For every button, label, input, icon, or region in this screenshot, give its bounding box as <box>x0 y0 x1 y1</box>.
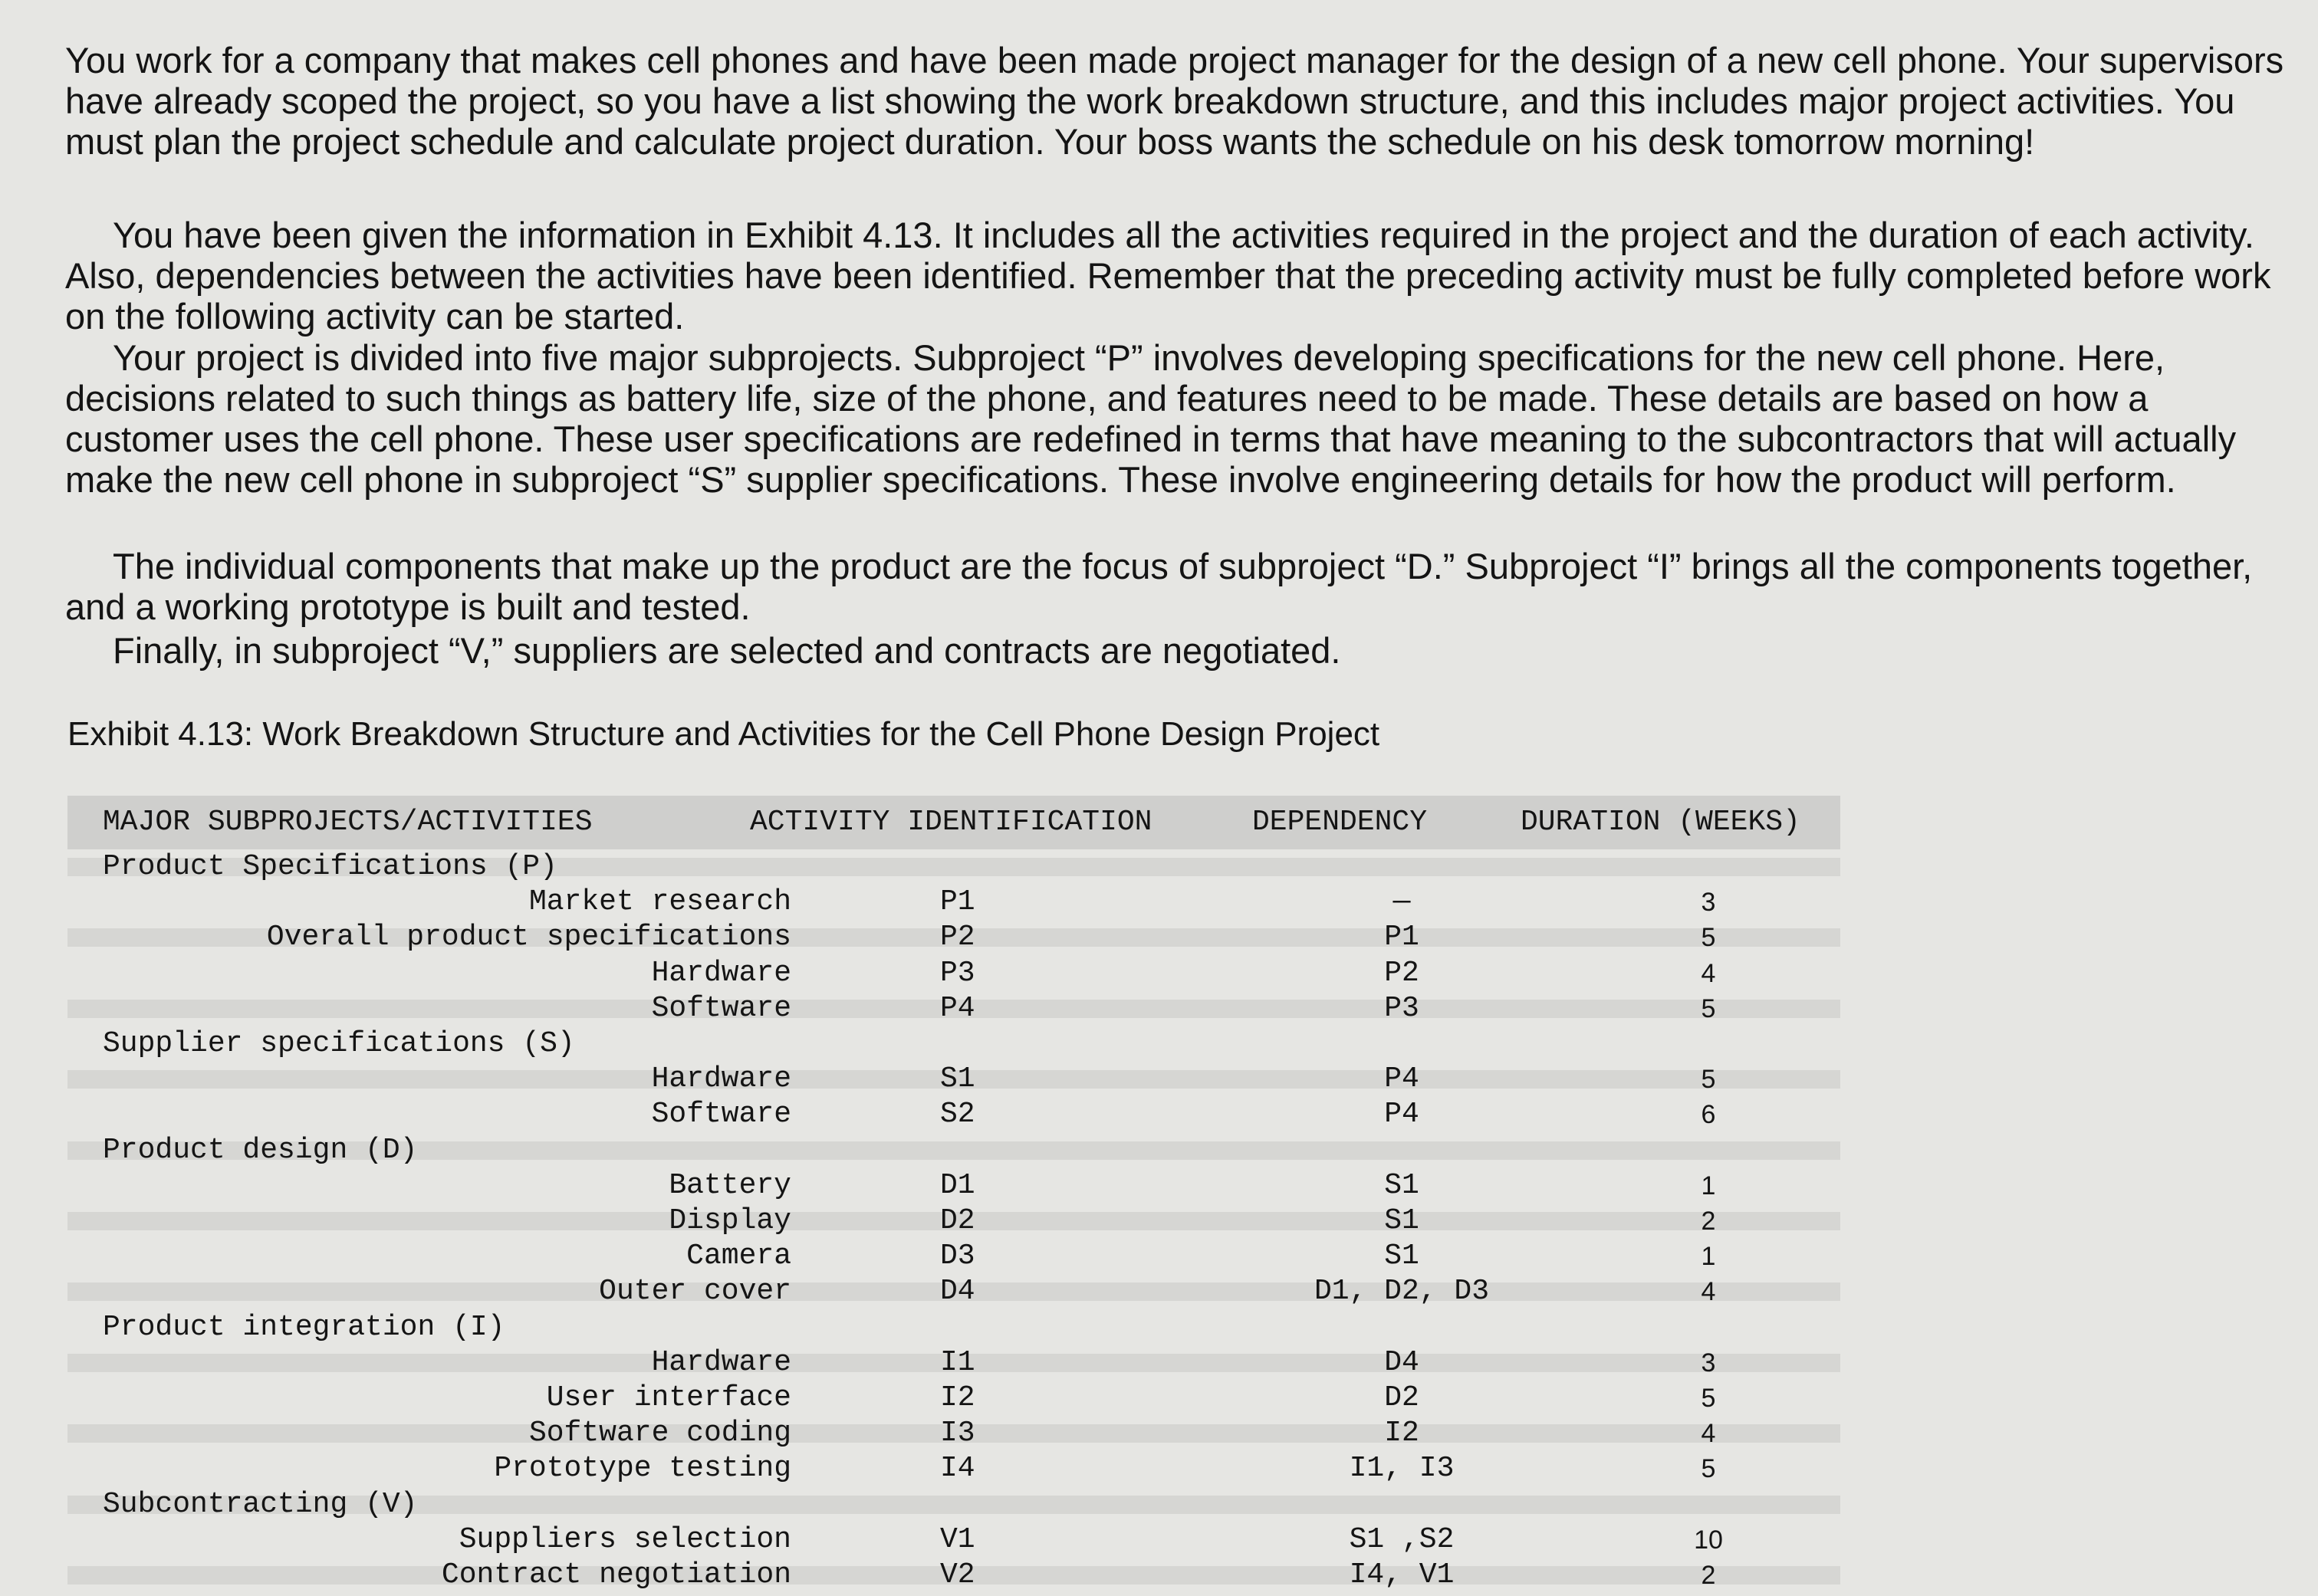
section-row <box>67 1310 1840 1345</box>
activity-id: D1 <box>940 1168 975 1202</box>
table-row <box>67 1381 1840 1416</box>
activity-dependency: S1 <box>1384 1204 1419 1237</box>
activity-duration: 4 <box>1701 958 1716 988</box>
exhibit-caption: Exhibit 4.13: Work Breakdown Structure and Activities for the Cell Phone Design Project <box>67 715 1380 753</box>
activity-dependency: P2 <box>1384 956 1419 990</box>
table-row <box>67 1097 1840 1132</box>
table-row <box>67 1204 1840 1239</box>
activity-dependency: D1, D2, D3 <box>1314 1275 1490 1309</box>
activity-name: Outer cover <box>599 1275 791 1309</box>
activity-id: P2 <box>940 921 975 954</box>
activity-duration: 10 <box>1694 1525 1723 1555</box>
activity-duration: 4 <box>1701 1419 1716 1449</box>
subprojects-paragraph <box>65 337 2304 500</box>
activity-name: Display <box>669 1204 791 1237</box>
activity-name: Battery <box>669 1168 791 1202</box>
table-header <box>67 796 1840 849</box>
table-row <box>67 1416 1840 1451</box>
activity-duration: 5 <box>1701 923 1716 953</box>
activity-name: Market research <box>528 885 791 919</box>
activity-name: Software <box>651 991 791 1025</box>
activity-name: Hardware <box>651 1062 791 1096</box>
table-row <box>67 1062 1840 1097</box>
activity-id: P4 <box>940 991 975 1025</box>
table-row <box>67 991 1840 1026</box>
activity-dependency: I4, V1 <box>1349 1558 1455 1591</box>
table-row <box>67 956 1840 991</box>
exhibit-info-text: You have been given the information in Exhibit 4.13. It includes all the activities required in the project and the duration of each activity. Also, dependencies between the activities have been identified. Remember that the preceding activity must be fully completed before work on the following activity can be started. <box>65 215 2271 337</box>
intro-paragraph: You work for a company that makes cell phones and have been made project manager for the design of a new cell phone. Your supervisors have already scoped the project, so you have a list showing the work breakdown structure, and this includes major project activities. You must plan the project schedule and calculate project duration. Your boss wants the schedule on his desk tomorrow morning! <box>65 40 2284 162</box>
activity-name: Prototype testing <box>494 1452 791 1486</box>
activity-name: Suppliers selection <box>459 1522 791 1556</box>
activity-name: Hardware <box>651 956 791 990</box>
subcontracting-paragraph <box>65 630 2304 671</box>
activity-dependency: — <box>1392 885 1411 919</box>
section-name: Subcontracting (V) <box>103 1487 418 1521</box>
activity-duration: 1 <box>1701 1242 1716 1272</box>
activity-duration: 5 <box>1701 1454 1716 1484</box>
activity-duration: 5 <box>1701 993 1716 1023</box>
table-row <box>67 920 1840 955</box>
subprojects-text: Your project is divided into five major subprojects. Subproject “P” involves developing specifications for the new cell phone. Here, decisions related to such things as battery life, size of the phone, and features need to be made. These details are based on how a customer uses the cell phone. These user specifications are redefined in terms that have meaning to the subcontractors that will actually make the new cell phone in subproject “S” supplier specifications. These involve engineering details for how the product will perform. <box>65 337 2237 500</box>
exhibit-info-paragraph <box>65 215 2304 337</box>
subcontracting-text: Finally, in subproject “V,” suppliers are selected and contracts are negotiated. <box>113 630 1341 671</box>
activity-dependency: P3 <box>1384 991 1419 1025</box>
table-row <box>67 1451 1840 1486</box>
activity-dependency: P4 <box>1384 1098 1419 1131</box>
table-row <box>67 1239 1840 1274</box>
activity-dependency: I2 <box>1384 1417 1419 1450</box>
activity-id: V1 <box>940 1522 975 1556</box>
activity-name: Software coding <box>528 1417 791 1450</box>
section-row <box>67 1487 1840 1522</box>
activity-id: D3 <box>940 1240 975 1273</box>
activity-id: D4 <box>940 1275 975 1309</box>
activity-id: P1 <box>940 885 975 919</box>
table-row <box>67 1522 1840 1558</box>
activity-dependency: P4 <box>1384 1062 1419 1096</box>
activity-id: V2 <box>940 1558 975 1591</box>
header-dependency: DEPENDENCY <box>1252 806 1428 839</box>
table-row <box>67 1558 1840 1593</box>
activity-duration: 5 <box>1701 1384 1716 1413</box>
activity-name: Hardware <box>651 1345 791 1379</box>
activity-id: I2 <box>940 1381 975 1414</box>
table-row <box>67 1345 1840 1381</box>
activity-duration: 2 <box>1701 1561 1716 1590</box>
activity-duration: 3 <box>1701 888 1716 918</box>
header-id: ACTIVITY IDENTIFICATION <box>750 806 1152 839</box>
activity-dependency: S1 ,S2 <box>1349 1522 1455 1556</box>
section-name: Product design (D) <box>103 1133 418 1167</box>
header-duration: DURATION (WEEKS) <box>1521 806 1800 839</box>
activity-duration: 1 <box>1701 1171 1716 1200</box>
table-row <box>67 1168 1840 1204</box>
activity-duration: 3 <box>1701 1348 1716 1378</box>
activity-dependency: S1 <box>1384 1240 1419 1273</box>
wbs-table <box>67 796 1840 1591</box>
activity-id: P3 <box>940 956 975 990</box>
activity-dependency: I1, I3 <box>1349 1452 1455 1486</box>
activity-name: Camera <box>686 1240 791 1273</box>
activity-id: S2 <box>940 1098 975 1131</box>
activity-name: User interface <box>546 1381 791 1414</box>
activity-name: Overall product specifications <box>266 921 791 954</box>
activity-duration: 2 <box>1701 1207 1716 1236</box>
section-row <box>67 849 1840 885</box>
header-name: MAJOR SUBPROJECTS/ACTIVITIES <box>103 806 593 839</box>
activity-duration: 6 <box>1701 1100 1716 1130</box>
activity-dependency: D2 <box>1384 1381 1419 1414</box>
components-paragraph <box>65 546 2304 627</box>
section-row <box>67 1026 1840 1062</box>
activity-name: Contract negotiation <box>441 1558 791 1591</box>
activity-dependency: S1 <box>1384 1168 1419 1202</box>
activity-duration: 4 <box>1701 1277 1716 1307</box>
activity-id: I3 <box>940 1417 975 1450</box>
table-row <box>67 1274 1840 1309</box>
activity-dependency: P1 <box>1384 921 1419 954</box>
section-row <box>67 1133 1840 1168</box>
activity-id: D2 <box>940 1204 975 1237</box>
components-text: The individual components that make up the product are the focus of subproject “D.” Subproject “I” brings all the components together, and a working prototype is built and tested. <box>65 546 2253 627</box>
activity-duration: 5 <box>1701 1065 1716 1095</box>
activity-id: I1 <box>940 1345 975 1379</box>
table-row <box>67 885 1840 920</box>
activity-dependency: D4 <box>1384 1345 1419 1379</box>
section-name: Product Specifications (P) <box>103 850 557 883</box>
section-name: Product integration (I) <box>103 1310 505 1344</box>
activity-id: S1 <box>940 1062 975 1096</box>
section-name: Supplier specifications (S) <box>103 1027 575 1060</box>
activity-name: Software <box>651 1098 791 1131</box>
activity-id: I4 <box>940 1452 975 1486</box>
